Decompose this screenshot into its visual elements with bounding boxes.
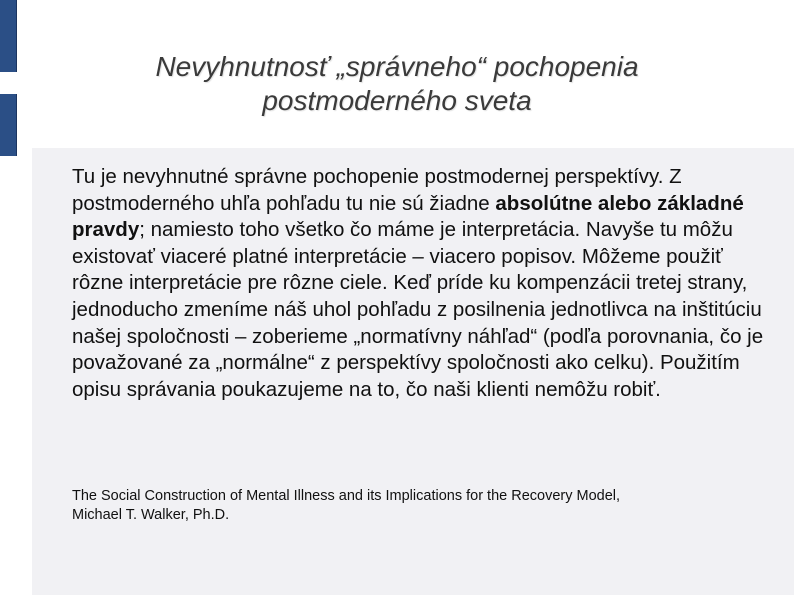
slide-title [40, 50, 754, 118]
accent-bar-1 [0, 0, 17, 72]
citation-line-2: Michael T. Walker, Ph.D. [72, 507, 230, 523]
accent-bar-2 [0, 94, 17, 156]
title-line-1: Nevyhnutnosť „správneho“ pochopenia [155, 51, 639, 82]
citation-line-1: The Social Construction of Mental Illness and its Implications for the Recovery Model, [72, 488, 621, 504]
citation [72, 487, 777, 525]
body-intro: Tu je nevyhnutné správne pochopenie postmodernej perspektívy. Z postmoderného uhľa pohľadu tu nie sú žiadne [72, 165, 682, 215]
body-rest: ; namiesto toho všetko čo máme je interpretácia. Navyše tu môžu existovať viaceré platné interpretácie – viacero popisov. Môžeme použiť rôzne interpretácie pre rôzne ciele. Keď príde ku kompenzácii tretej strany, jednoducho zmeníme náš uhol pohľadu z posilnenia jednotlivca na inštitúciu našej spoločnosti – zoberieme „normatívny náhľad“ (podľa porovnania, čo je považované za „normálne“ z perspektívy spoločnosti ako celku). Použitím opisu správania poukazujeme na to, čo naši klienti nemôžu robiť. [72, 218, 764, 401]
body-emphasis: absolútne alebo základné pravdy [72, 191, 744, 242]
title-line-2: postmoderného sveta [262, 85, 532, 116]
body-paragraph [72, 164, 777, 403]
